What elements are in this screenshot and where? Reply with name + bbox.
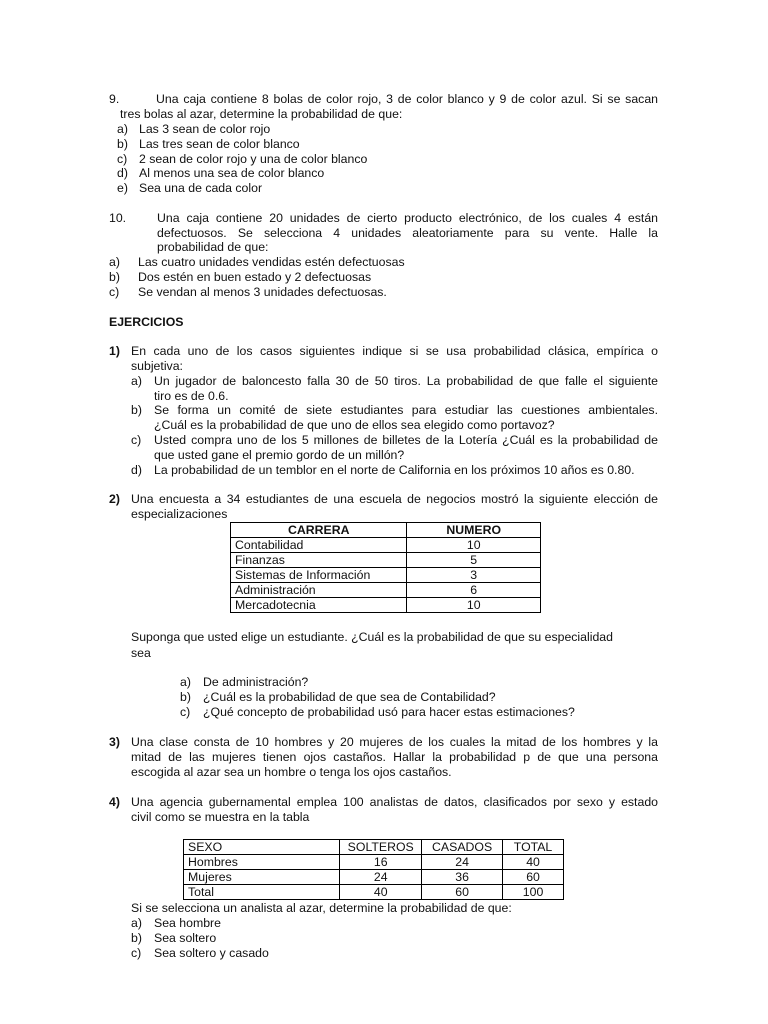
e4-line-1: Una agencia gubernamental emplea 100 analistas de datos, clasificados por sexo y estado (131, 795, 658, 809)
q9-item-text: 2 sean de color rojo y una de color blanco (139, 152, 368, 166)
e2-after-line-1: Suponga que usted elige un estudiante. ¿Cuál es la probabilidad de que su especialidad (131, 630, 613, 644)
e1-item-d-line-1: La probabilidad de un temblor en el norte de California en los próximos 10 años es 0.80. (154, 463, 635, 477)
table-row (231, 553, 541, 568)
e2-line-2: especializaciones (131, 507, 228, 521)
e4-number: 4) (109, 795, 120, 809)
q10-number: 10. (109, 211, 127, 225)
q10-item-label: b) (109, 270, 120, 284)
e3-line-2: mitad de las mujeres tienen ojos castaños. Hallar la probabilidad p de que una persona (131, 750, 658, 764)
table-cell: Finanzas (231, 553, 407, 568)
e2-item-text: ¿Qué concepto de probabilidad usó para hacer estas estimaciones? (203, 705, 575, 719)
e4-item-label: a) (131, 916, 142, 930)
table-cell: Hombres (184, 855, 340, 870)
e2-item-label: b) (180, 690, 191, 704)
q9-line-1: Una caja contiene 8 bolas de color rojo, 3 de color blanco y 9 de color azul. Si se sacan (156, 92, 658, 106)
q10-item-label: c) (109, 285, 120, 299)
e1-item-c-line-2: que usted gane el premio gordo de un millón? (154, 448, 405, 462)
e1-line-2: subjetiva: (131, 359, 183, 373)
e2-item-label: a) (180, 675, 191, 689)
e1-item-label: a) (131, 374, 142, 388)
table-cell: Total (184, 885, 340, 900)
table-header: NUMERO (407, 523, 541, 538)
e2-after-line-2: sea (131, 646, 151, 660)
q9-item-label: a) (117, 122, 128, 136)
table-row (184, 855, 564, 870)
e3-number: 3) (109, 735, 120, 749)
table-cell: 24 (422, 855, 503, 870)
table-cell: 3 (407, 568, 541, 583)
e4-item-label: b) (131, 931, 142, 945)
carreras-table (230, 522, 541, 613)
table-header: CASADOS (422, 840, 503, 855)
e1-item-a-line-2: tiro es de 0.6. (154, 389, 229, 403)
table-cell: 60 (422, 885, 503, 900)
e3-line-3: escogida al azar sea un hombre o tenga los ojos castaños. (131, 765, 452, 779)
q10-item-text: Las cuatro unidades vendidas estén defectuosas (138, 255, 405, 269)
q10-item-text: Dos estén en buen estado y 2 defectuosas (138, 270, 372, 284)
q9-item-label: d) (117, 166, 128, 180)
q9-item-text: Al menos una sea de color blanco (139, 166, 325, 180)
table-row (184, 885, 564, 900)
e4-item-label: c) (131, 946, 142, 960)
table-cell: Administración (231, 583, 407, 598)
e1-number: 1) (109, 344, 120, 358)
table-header: TOTAL (503, 840, 564, 855)
e1-item-c-line-1: Usted compra uno de los 5 millones de billetes de la Lotería ¿Cuál es la probabilidad de (154, 433, 658, 447)
e1-item-b-line-1: Se forma un comité de siete estudiantes para estudiar las cuestiones ambientales. (154, 403, 658, 417)
q10-line-1: Una caja contiene 20 unidades de cierto producto electrónico, de los cuales 4 están (157, 211, 658, 225)
e3-line-1: Una clase consta de 10 hombres y 20 mujeres de los cuales la mitad de los hombres y la (131, 735, 658, 749)
table-cell: 40 (340, 885, 422, 900)
q10-line-3: probabilidad de que: (157, 240, 269, 254)
e4-item-text: Sea soltero y casado (154, 946, 269, 960)
e4-item-text: Sea hombre (154, 916, 221, 930)
e1-item-label: c) (131, 433, 142, 447)
table-row (231, 568, 541, 583)
table-cell: Mercadotecnia (231, 598, 407, 613)
table-cell: Contabilidad (231, 538, 407, 553)
e1-item-a-line-1: Un jugador de baloncesto falla 30 de 50 tiros. La probabilidad de que falle el siguiente (154, 374, 658, 388)
e4-after: Si se selecciona un analista al azar, determine la probabilidad de que: (131, 901, 512, 915)
e4-item-text: Sea soltero (154, 931, 217, 945)
table-cell: 24 (340, 870, 422, 885)
table-row (184, 870, 564, 885)
e1-line-1: En cada uno de los casos siguientes indique si se usa probabilidad clásica, empírica o (131, 344, 658, 358)
q9-line-2: tres bolas al azar, determine la probabilidad de que: (120, 107, 403, 121)
q9-number: 9. (109, 92, 120, 106)
table-header: SOLTEROS (340, 840, 422, 855)
q10-line-2: defectuosos. Se selecciona 4 unidades aleatoriamente para su vente. Halle la (157, 226, 658, 240)
e2-line-1: Una encuesta a 34 estudiantes de una escuela de negocios mostró la siguiente elección de (131, 492, 658, 506)
analistas-table (183, 839, 564, 900)
table-cell: 10 (407, 598, 541, 613)
table-header: SEXO (184, 840, 340, 855)
q9-item-label: c) (117, 152, 128, 166)
q9-item-label: b) (117, 137, 128, 151)
ejercicios-heading: EJERCICIOS (109, 315, 184, 329)
table-cell: 40 (503, 855, 564, 870)
e2-number: 2) (109, 492, 120, 506)
table-cell: Mujeres (184, 870, 340, 885)
table-cell: 5 (407, 553, 541, 568)
table-row (231, 583, 541, 598)
table-header: CARRERA (231, 523, 407, 538)
q10-item-label: a) (109, 255, 120, 269)
q9-item-label: e) (117, 181, 128, 195)
table-cell: 16 (340, 855, 422, 870)
q9-item-text: Sea una de cada color (139, 181, 263, 195)
table-cell: 36 (422, 870, 503, 885)
e1-item-label: b) (131, 403, 142, 417)
table-row (231, 538, 541, 553)
table-cell: 10 (407, 538, 541, 553)
table-cell: Sistemas de Información (231, 568, 407, 583)
e2-item-text: De administración? (203, 675, 309, 689)
table-row (231, 598, 541, 613)
q9-item-text: Las tres sean de color blanco (139, 137, 300, 151)
e1-item-label: d) (131, 463, 142, 477)
table-cell: 60 (503, 870, 564, 885)
table-header-row (184, 840, 564, 855)
table-cell: 6 (407, 583, 541, 598)
e1-item-b-line-2: ¿Cuál es la probabilidad de que uno de ellos sea elegido como portavoz? (154, 418, 555, 432)
q9-item-text: Las 3 sean de color rojo (139, 122, 271, 136)
e4-line-2: civil como se muestra en la tabla (131, 810, 310, 824)
e2-item-label: c) (180, 705, 191, 719)
table-cell: 100 (503, 885, 564, 900)
e2-item-text: ¿Cuál es la probabilidad de que sea de Contabilidad? (203, 690, 496, 704)
table-header-row (231, 523, 541, 538)
q10-item-text: Se vendan al menos 3 unidades defectuosas. (138, 285, 387, 299)
